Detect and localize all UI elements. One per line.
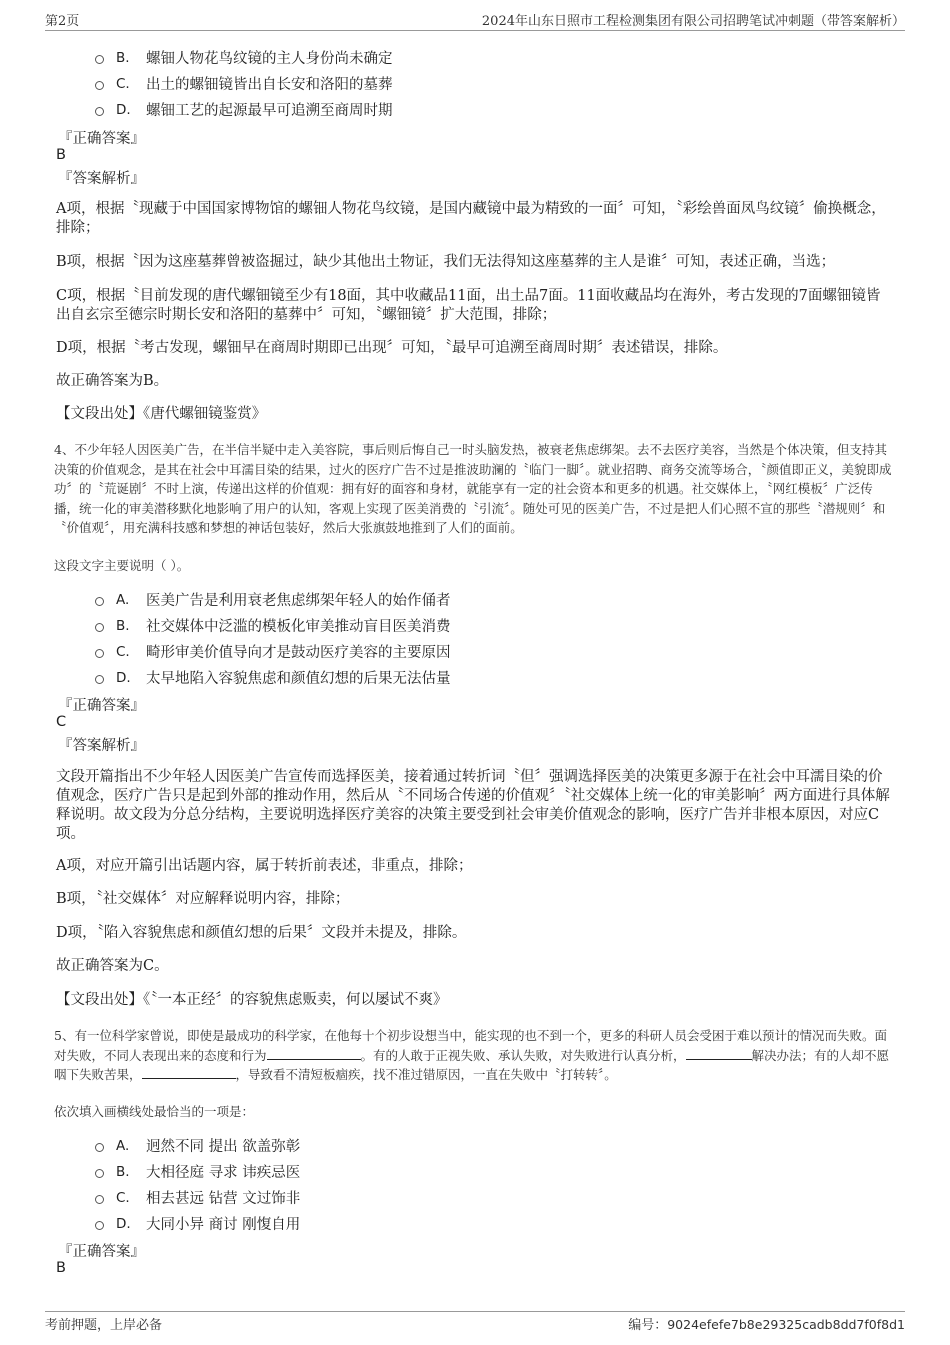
q4-analysis-label: 『答案解析』: [58, 738, 145, 754]
q4-analysis-a: A项，对应开篇引出话题内容，属于转折前表述，非重点，排除；: [56, 858, 473, 874]
option-text: 相去甚远 钻营 文过饰非: [146, 1191, 301, 1207]
page-footer: [45, 1311, 905, 1334]
option-text: 社交媒体中泛滥的模板化审美推动盲目医美消费: [146, 619, 451, 635]
q3-source: 【文段出处】《唐代螺钿镜鉴赏》: [56, 406, 267, 422]
q4-option-c[interactable]: C. 畸形审美价值导向才是鼓动医疗美容的主要原因: [95, 641, 451, 662]
q3-analysis-d: D项，根据〝考古发现，螺钿早在商周时期即已出现〞可知，〝最早可追溯至商周时期〞表述错误，排除。: [56, 340, 728, 356]
q3-option-d[interactable]: D. 螺钿工艺的起源最早可追溯至商周时期: [95, 99, 393, 120]
radio-icon[interactable]: [95, 107, 104, 116]
q4-source: 【文段出处】《〝一本正经〞的容貌焦虑贩卖，何以屡试不爽》: [56, 992, 448, 1008]
q4-prompt: 这段文字主要说明（ ）。: [54, 558, 190, 573]
radio-icon[interactable]: [95, 1143, 104, 1152]
radio-icon[interactable]: [95, 623, 104, 632]
q3-conclusion: 故正确答案为B。: [56, 373, 169, 389]
radio-icon[interactable]: [95, 597, 104, 606]
option-text: 大相径庭 寻求 讳疾忌医: [146, 1165, 301, 1181]
q5-option-b[interactable]: B. 大相径庭 寻求 讳疾忌医: [95, 1161, 300, 1182]
q4-option-d[interactable]: D. 太早地陷入容貌焦虑和颜值幻想的后果无法估量: [95, 667, 451, 688]
option-text: 螺钿人物花鸟纹镜的主人身份尚未确定: [146, 51, 393, 67]
q3-option-c[interactable]: C. 出土的螺钿镜皆出自长安和洛阳的墓葬: [95, 73, 393, 94]
footer-slogan: 考前押题，上岸必备: [45, 1318, 163, 1333]
option-text: 医美广告是利用衰老焦虑绑架年轻人的始作俑者: [146, 593, 451, 609]
q5-blank-2[interactable]: [686, 1047, 752, 1060]
radio-icon[interactable]: [95, 1221, 104, 1230]
radio-icon[interactable]: [95, 1169, 104, 1178]
q3-analysis-b: B项，根据〝因为这座墓葬曾被盗掘过，缺少其他出土物证，我们无法得知这座墓葬的主人是谁〞可知，表述正确，当选；: [56, 254, 836, 270]
radio-icon[interactable]: [95, 81, 104, 90]
q4-answer: C: [56, 714, 67, 730]
q4-analysis-d: D项，〝陷入容貌焦虑和颜值幻想的后果〞文段并未提及，排除。: [56, 925, 467, 941]
footer-code: 编号：9024efefe7b8e29325cadb8dd7f0f8d1: [628, 1317, 905, 1333]
q4-answer-label: 『正确答案』: [58, 698, 145, 714]
option-text: 太早地陷入容貌焦虑和颜值幻想的后果无法估量: [146, 671, 451, 687]
option-text: 出土的螺钿镜皆出自长安和洛阳的墓葬: [146, 77, 393, 93]
q4-option-a[interactable]: A. 医美广告是利用衰老焦虑绑架年轻人的始作俑者: [95, 589, 451, 610]
q3-analysis-c: C项，根据〝目前发现的唐代螺钿镜至少有18面，其中收藏品11面，出土品7面。11面收藏品均在海外，考古发现的7面螺钿镜皆出自玄宗至德宗时期长安和洛阳的墓葬中〞可知，〝螺钿镜〞扩大范围，排除；: [56, 288, 881, 323]
radio-icon[interactable]: [95, 675, 104, 684]
q5-blank-3[interactable]: [142, 1066, 236, 1079]
q4-text: 4、不少年轻人因医美广告，在半信半疑中走入美容院，事后则后悔自己一时头脑发热，被衰老焦虑绑架。去不去医疗美容，当然是个体决策，但支持其决策的价值观念，是其在社会中耳濡目染的结果，过火的医疗广告不过是推波助澜的〝临门一脚〞。就业招聘、商务交流等场合，〝颜值即正义，美貌即成功〞的〝荒诞剧〞不时上演，传递出这样的价值观：拥有好的面容和身材，就能享有一定的社会资本和更多的机遇。社交媒体上，〝网红模板〞广泛传播，统一化的审美潜移默化地影响了用户的认知，客观上实现了医美消费的〝引流〞。随处可见的医美广告，不过是把人们心照不宣的那些〝潜规则〞和〝价值观〞，用充满科技感和梦想的神话包装好，然后大张旗鼓地推到了人们的面前。: [54, 442, 892, 535]
q5-option-a[interactable]: A. 迥然不同 提出 欲盖弥彰: [95, 1135, 300, 1156]
radio-icon[interactable]: [95, 649, 104, 658]
q4-conclusion: 故正确答案为C。: [56, 958, 169, 974]
option-text: 迥然不同 提出 欲盖弥彰: [146, 1139, 301, 1155]
option-text: 螺钿工艺的起源最早可追溯至商周时期: [146, 103, 393, 119]
q5-option-c[interactable]: C. 相去甚远 钻营 文过饰非: [95, 1187, 300, 1208]
page-header: [45, 10, 905, 31]
option-text: 大同小异 商讨 刚愎自用: [146, 1217, 301, 1233]
q5-option-d[interactable]: D. 大同小异 商讨 刚愎自用: [95, 1213, 300, 1234]
radio-icon[interactable]: [95, 1195, 104, 1204]
radio-icon[interactable]: [95, 55, 104, 64]
q5-answer: B: [56, 1260, 66, 1276]
q5-answer-label: 『正确答案』: [58, 1244, 145, 1260]
q4-option-b[interactable]: B. 社交媒体中泛滥的模板化审美推动盲目医美消费: [95, 615, 451, 636]
q4-analysis-b: B项，〝社交媒体〞对应解释说明内容，排除；: [56, 891, 350, 907]
document-title: 2024年山东日照市工程检测集团有限公司招聘笔试冲刺题（带答案解析）: [481, 14, 905, 29]
q3-option-b[interactable]: B. 螺钿人物花鸟纹镜的主人身份尚未确定: [95, 47, 393, 68]
q5-blank-1[interactable]: [267, 1047, 361, 1060]
q3-answer-label: 『正确答案』: [58, 131, 145, 147]
q3-analysis-a: A项，根据〝现藏于中国国家博物馆的螺钿人物花鸟纹镜，是国内藏镜中最为精致的一面〞可知，〝彩绘兽面凤鸟纹镜〞偷换概念，排除；: [56, 201, 886, 236]
q3-analysis-label: 『答案解析』: [58, 171, 145, 187]
q5-prompt: 依次填入画横线处最恰当的一项是：: [54, 1104, 255, 1119]
q3-answer: B: [56, 147, 66, 163]
page-number: 第2页: [45, 14, 80, 29]
q4-analysis-summary: 文段开篇指出不少年轻人因医美广告宣传而选择医美，接着通过转折词〝但〞强调选择医美的决策更多源于在社会中耳濡目染的价值观念，医疗广告只是起到外部的推动作用，然后从〝不同场合传递的价值观〞〝社交媒体上统一化的审美影响〞两方面进行具体解释说明。故文段为分总分结构，主要说明选择医疗美容的决策主要受到社会审美价值观念的影响，医疗广告并非根本原因，对应C项。: [56, 769, 890, 842]
option-text: 畸形审美价值导向才是鼓动医疗美容的主要原因: [146, 645, 451, 661]
q5-text: 5、有一位科学家曾说，即使是最成功的科学家，在他每十个初步设想当中，能实现的也不到一个，更多的科研人员会受困于难以预计的情况而失败。面对失败，不同人表现出来的态度和行为 。有的人敢于正视失败、承认失败，对失败进行认真分析， 解决办法；有的人却不愿咽下失败苦果， ，导致看不清短板痼疾，找不准过错原因，一直在失败中〝打转转〞。: [54, 1028, 890, 1082]
